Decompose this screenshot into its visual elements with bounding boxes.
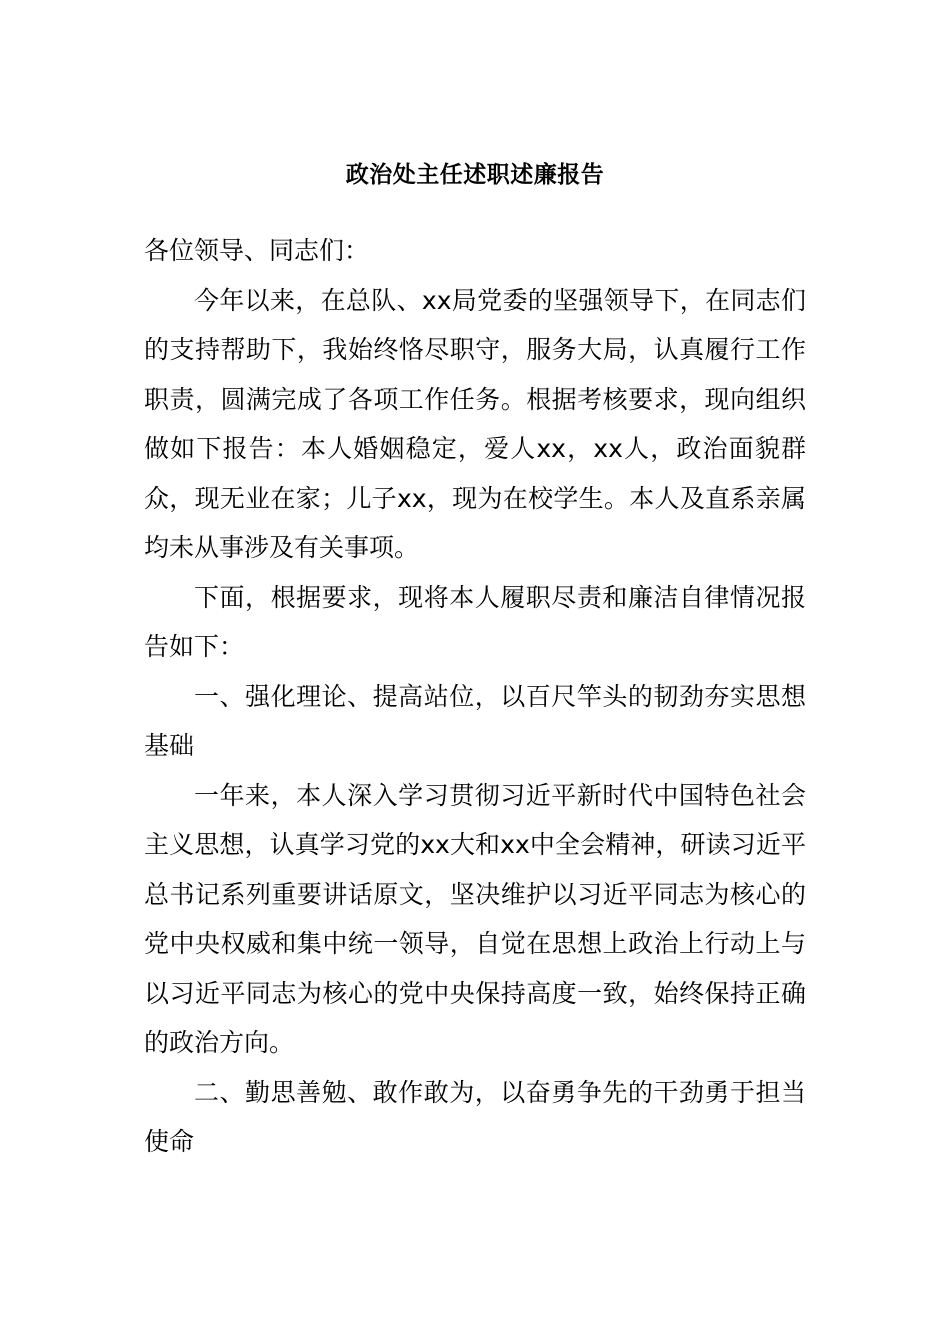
document-body: [144, 226, 806, 1167]
paragraph-transition: 下面，根据要求，现将本人履职尽责和廉洁自律情况报告如下：: [144, 582, 806, 661]
section-heading-2: 二、勤思善勉、敢作敢为，以奋勇争先的干劲勇于担当使命: [144, 1077, 806, 1156]
document-title: 政治处主任述职述廉报告: [345, 162, 605, 188]
paragraph-intro: 今年以来，在总队、xx局党委的坚强领导下，在同志们的支持帮助下，我始终恪尽职守，服务大局，认真履行工作职责，圆满完成了各项工作任务。根据考核要求，现向组织做如下报告：本人婚姻稳定，爱人xx，xx人，政治面貌群众，现无业在家；儿子xx，现为在校学生。本人及直系亲属均未从事涉及有关事项。: [144, 285, 806, 562]
section-heading-1: 一、强化理论、提高站位，以百尺竿头的韧劲夯实思想基础: [144, 681, 806, 760]
salutation: 各位领导、同志们：: [144, 236, 370, 265]
paragraph-section-1: 一年来，本人深入学习贯彻习近平新时代中国特色社会主义思想，认真学习党的xx大和xx中全会精神，研读习近平总书记系列重要讲话原文，坚决维护以习近平同志为核心的党中央权威和集中统一领导，自觉在思想上政治上行动上与以习近平同志为核心的党中央保持高度一致，始终保持正确的政治方向。: [144, 780, 806, 1057]
